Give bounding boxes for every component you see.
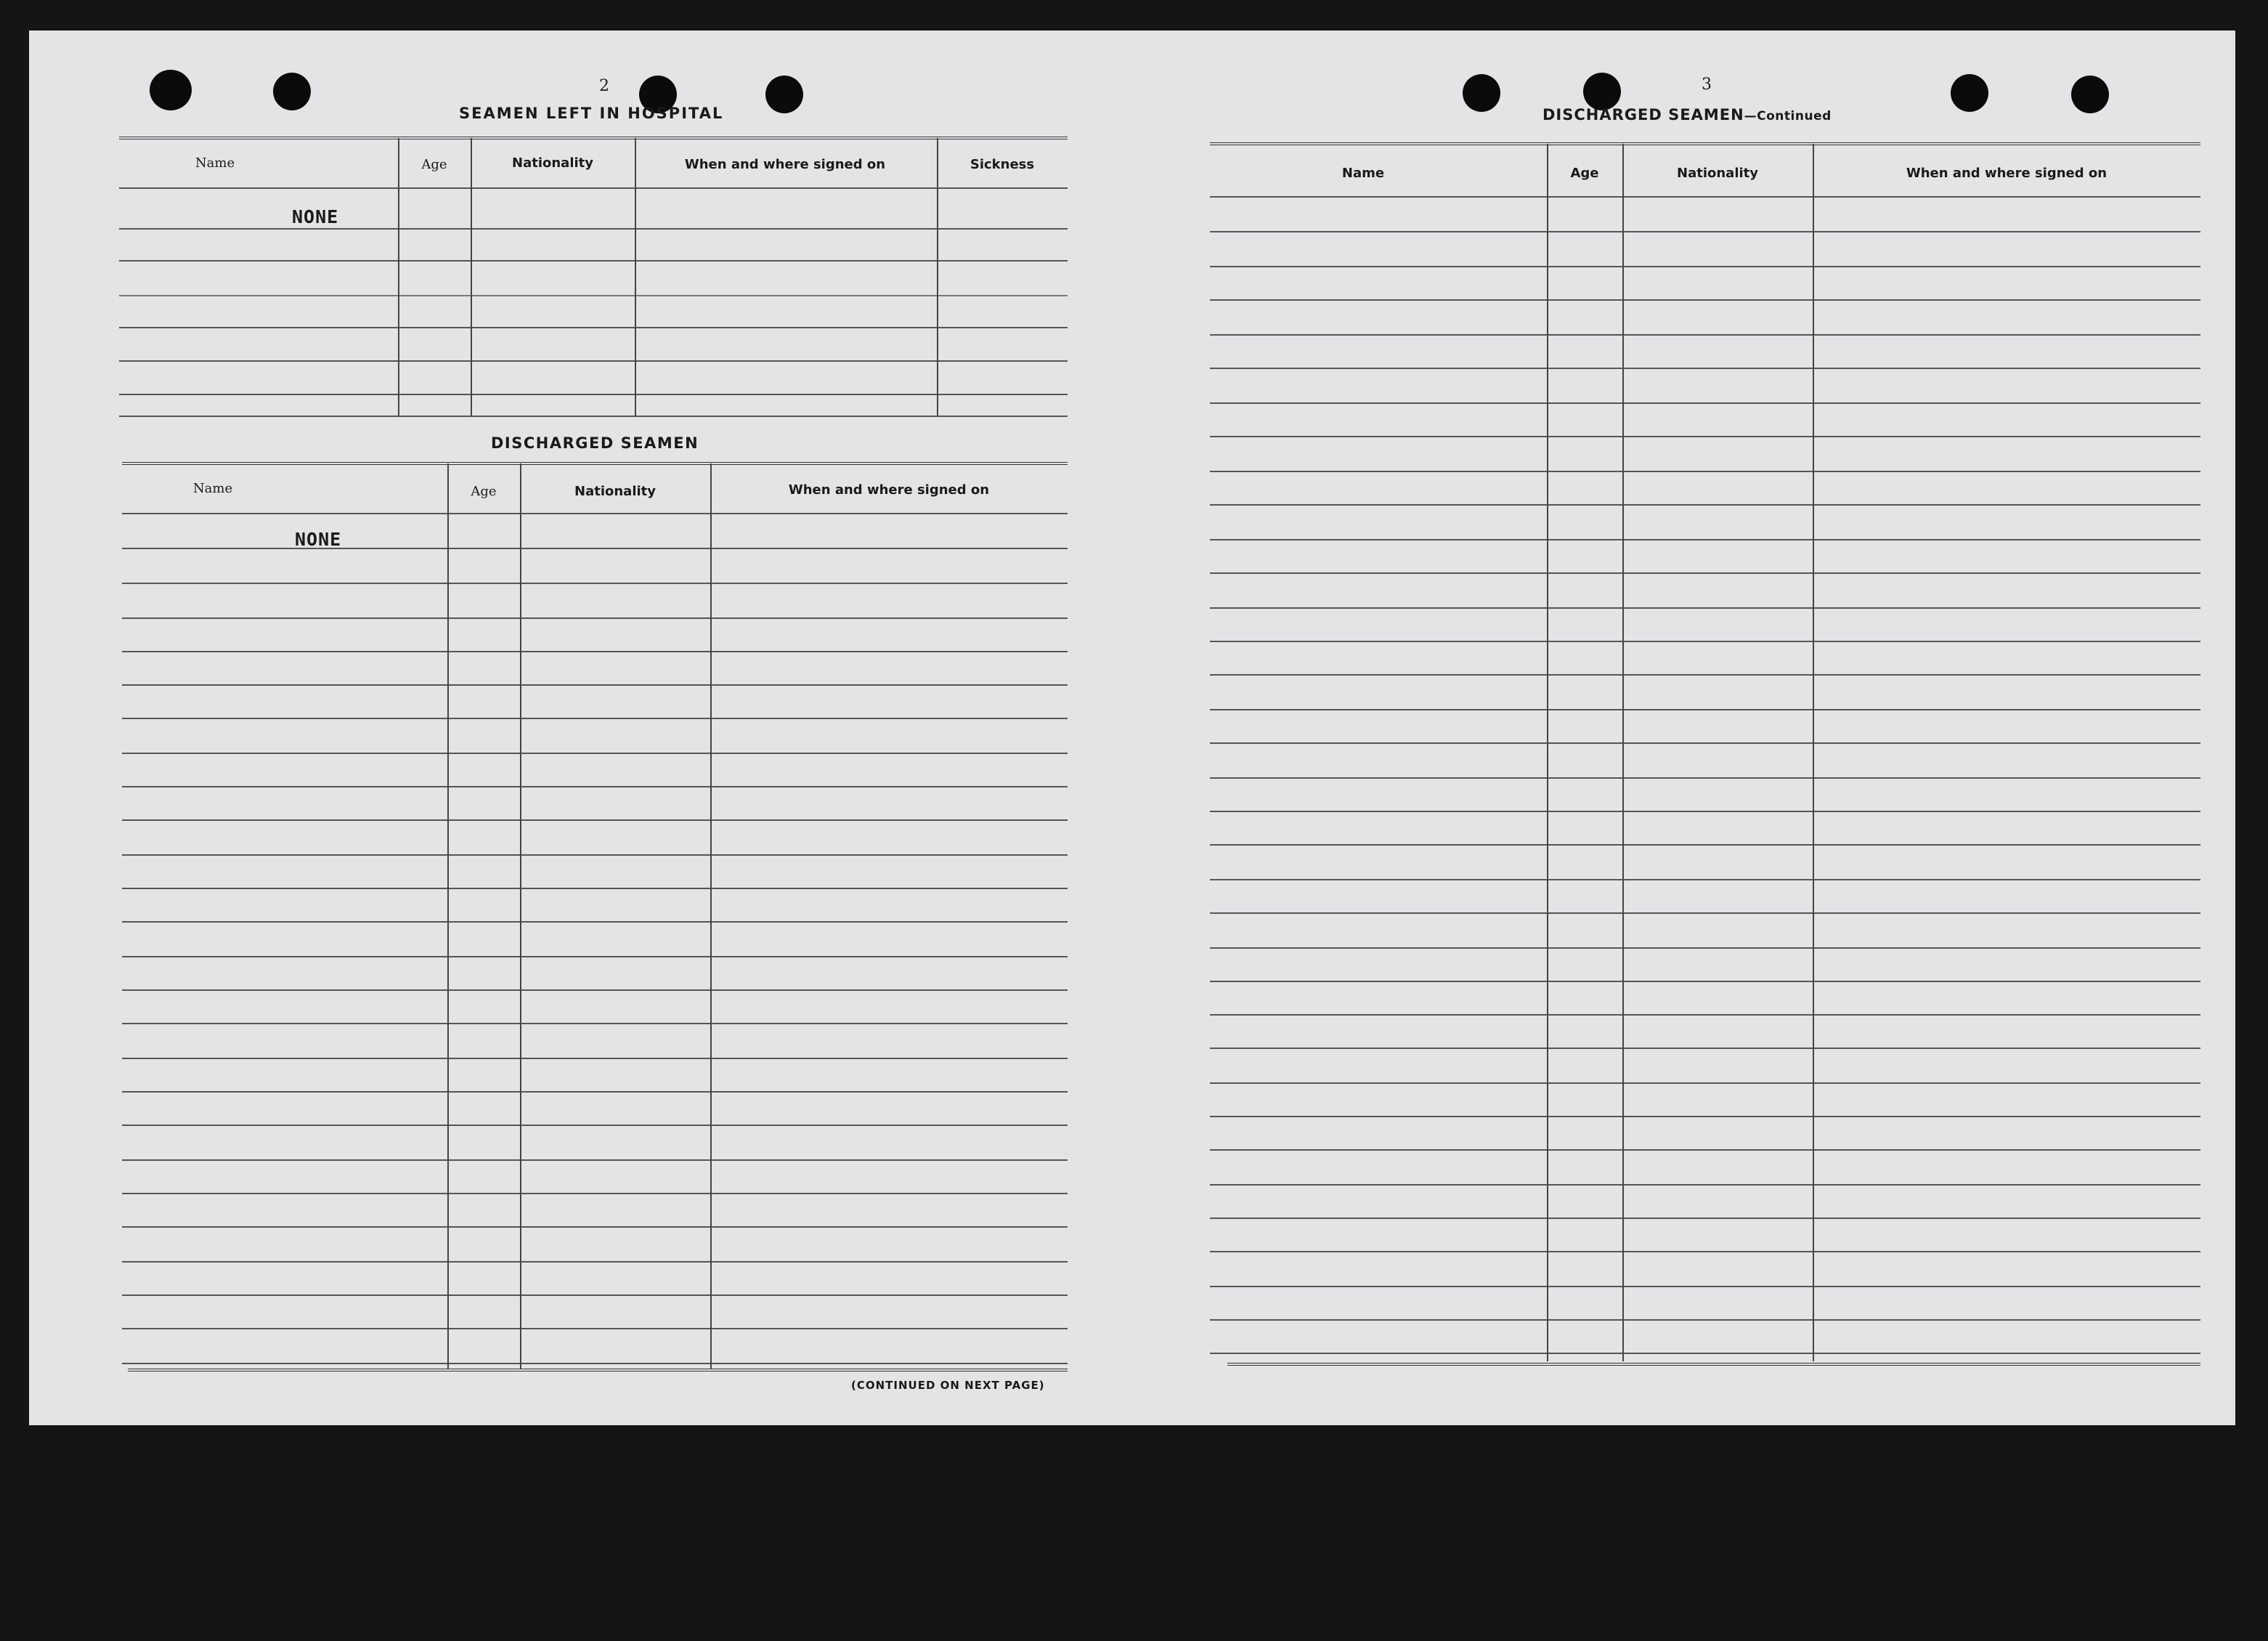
hospital-entry-none: NONE [292, 206, 339, 227]
col-header-nationality: Nationality [1677, 166, 1758, 181]
punch-hole [1583, 73, 1621, 110]
continued-footer: (CONTINUED ON NEXT PAGE) [851, 1379, 1045, 1392]
page-number: 2 [599, 77, 609, 95]
col-header-age: Age [471, 484, 497, 499]
col-header-nationality: Nationality [512, 155, 593, 171]
col-header-signed-on: When and where signed on [1906, 166, 2108, 181]
col-header-signed-on: When and where signed on [788, 482, 990, 498]
col-header-sickness: Sickness [970, 157, 1035, 172]
page-number: 3 [1702, 76, 1712, 94]
col-header-nationality: Nationality [574, 484, 656, 499]
title-suffix: —Continued [1744, 109, 1832, 123]
col-header-name: Name [195, 155, 235, 171]
col-header-name: Name [1341, 166, 1385, 181]
hospital-section-title: SEAMEN LEFT IN HOSPITAL [459, 105, 724, 122]
punch-hole [150, 70, 192, 110]
col-header-signed-on: When and where signed on [684, 157, 886, 172]
punch-hole [765, 76, 803, 113]
title-main: DISCHARGED SEAMEN [1543, 106, 1744, 123]
discharged-continued-title [1543, 106, 1832, 123]
col-header-age: Age [421, 157, 447, 172]
discharged-section-title: DISCHARGED SEAMEN [491, 434, 699, 452]
punch-hole [1463, 74, 1500, 112]
punch-hole [273, 73, 311, 110]
col-header-age: Age [1570, 166, 1599, 181]
discharged-entry-none: NONE [295, 529, 342, 550]
punch-hole [1951, 74, 1988, 112]
col-header-name: Name [192, 481, 233, 496]
punch-hole [2071, 76, 2109, 113]
document-sheet [29, 31, 2235, 1425]
